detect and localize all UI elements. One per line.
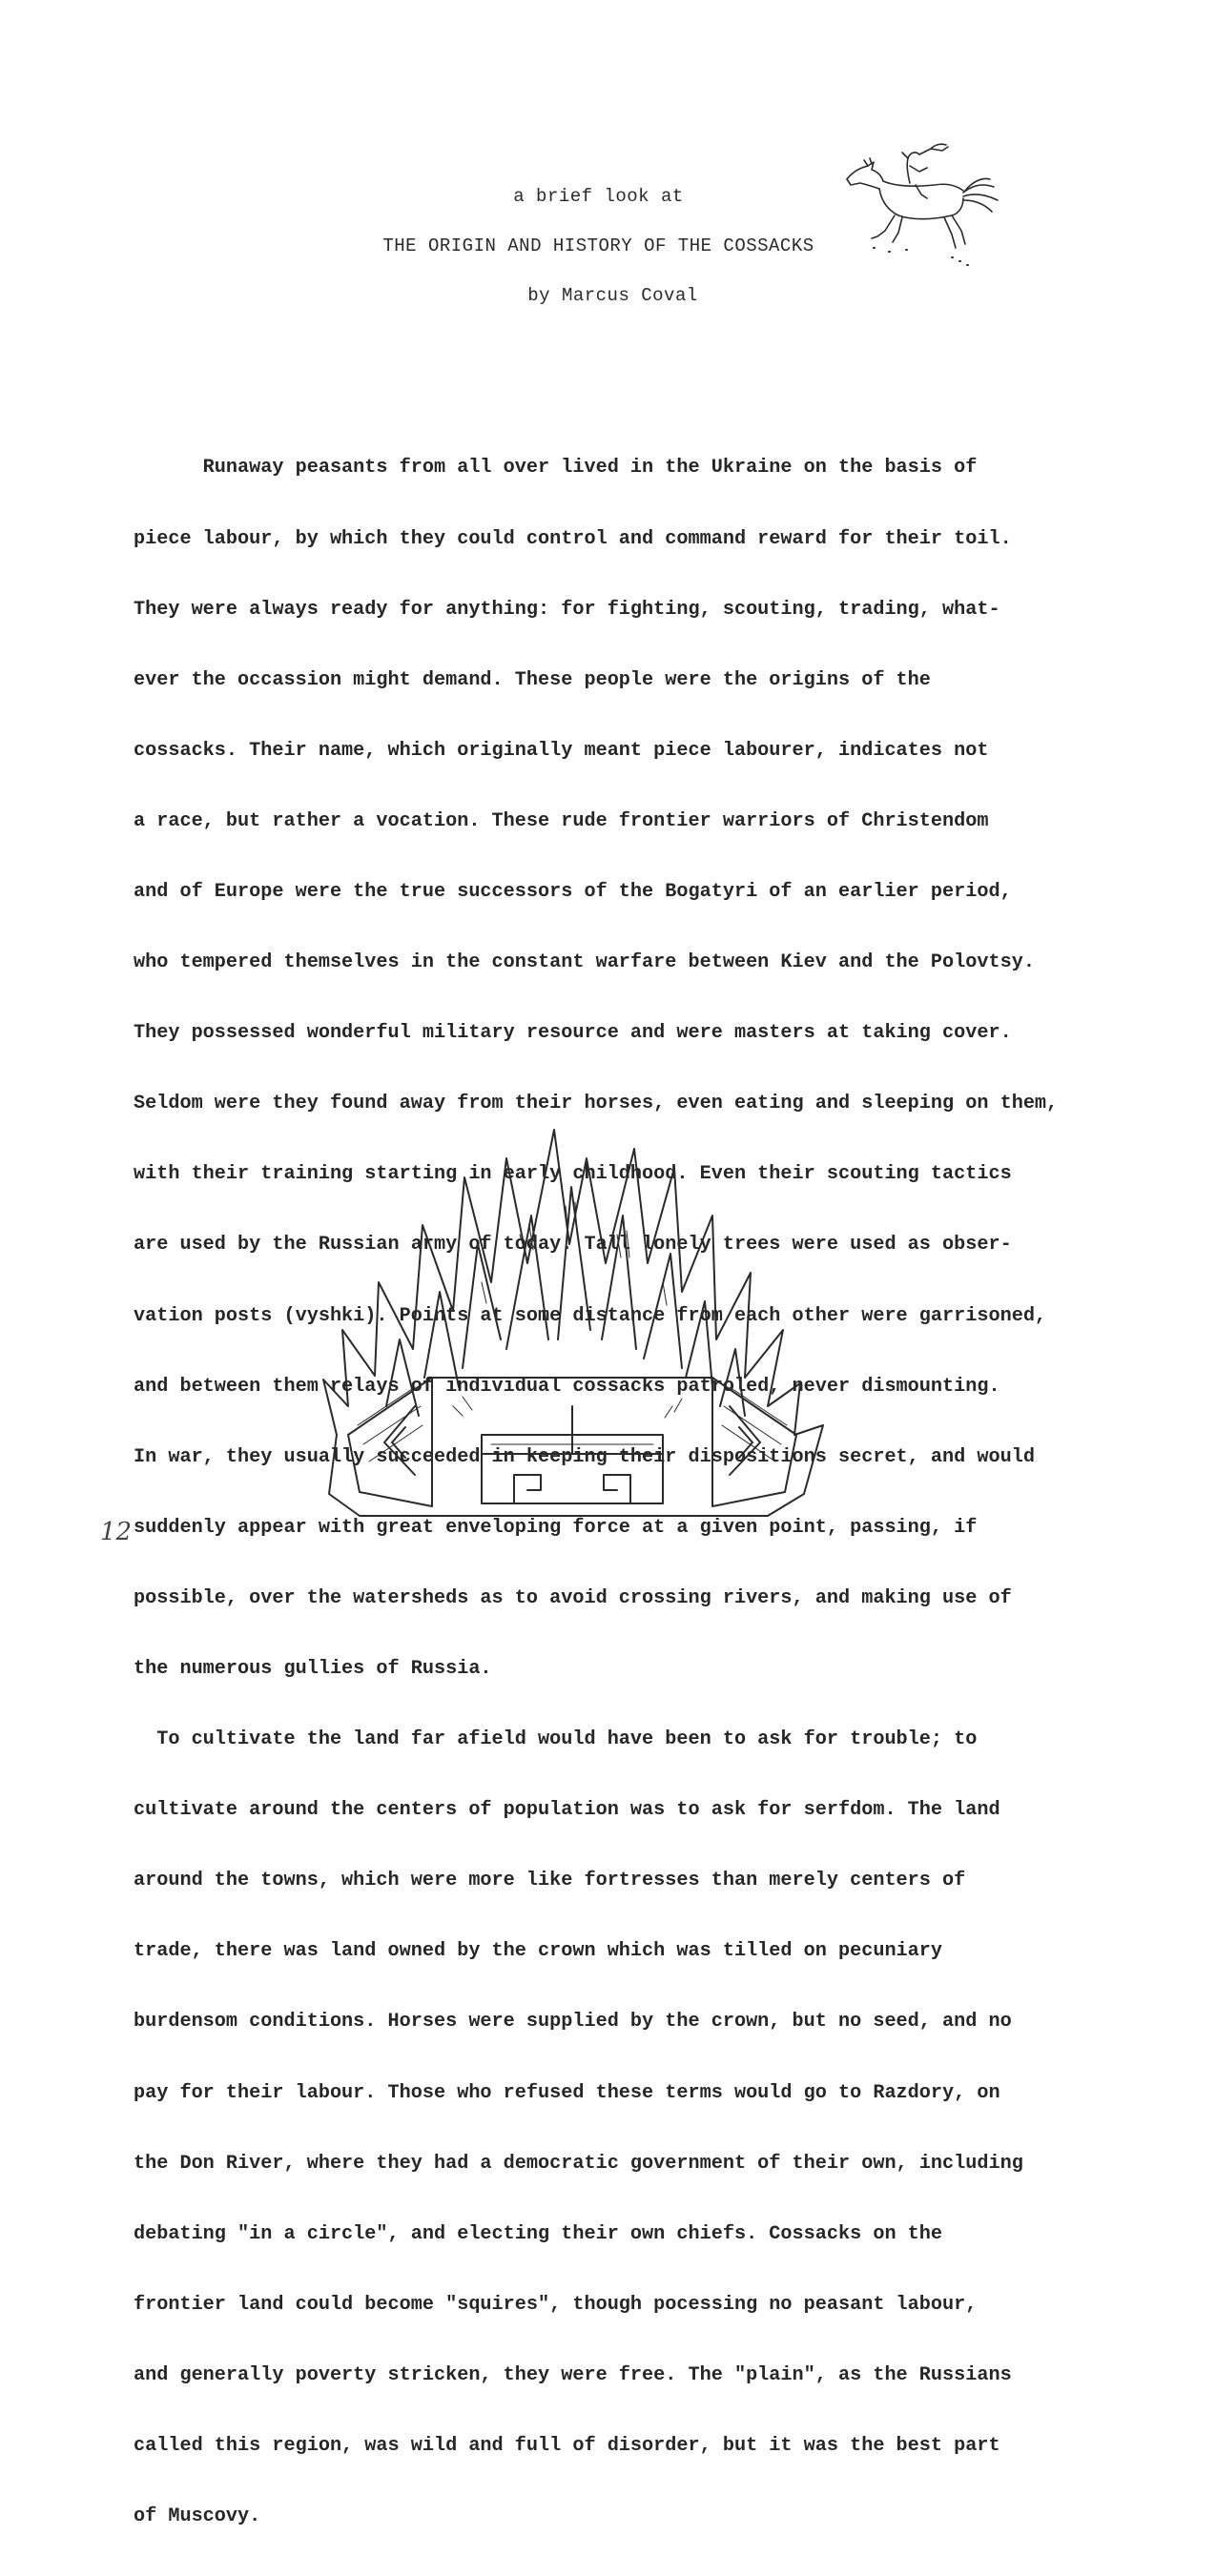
body-line: with their training starting in early childhood. Even their scouting tactics xyxy=(134,1163,1012,1186)
body-line: debating "in a circle", and electing their own chiefs. Cossacks on the xyxy=(134,2222,943,2245)
body-line: pay for their labour. Those who refused these terms would go to Razdory, on xyxy=(134,2081,1000,2104)
body-line: who tempered themselves in the constant warfare between Kiev and the Polovtsy. xyxy=(134,951,1035,974)
body-line: Seldom were they found away from their horses, even eating and sleeping on them, xyxy=(134,1093,1059,1115)
body-line: and of Europe were the true successors of the Bogatyri of an earlier period, xyxy=(134,880,1012,903)
body-line: of Muscovy. xyxy=(134,2505,261,2528)
body-line: frontier land could become "squires", though pocessing no peasant labour, xyxy=(134,2293,978,2316)
body-line: and between them relays of individual cossacks patroled, never dismounting. xyxy=(134,1375,1000,1398)
body-line: ever the occassion might demand. These people were the origins of the xyxy=(134,668,931,691)
body-line: cossacks. Their name, which originally meant piece labourer, indicates not xyxy=(134,739,989,762)
body-line: burdensom conditions. Horses were supplied by the crown, but no seed, and no xyxy=(134,2011,1012,2034)
body-line: a race, but rather a vocation. These rude frontier warriors of Christendom xyxy=(134,809,989,832)
body-line: piece labour, by which they could control and command reward for their toil. xyxy=(134,527,1012,550)
article-header xyxy=(0,186,1216,306)
body-line: In war, they usually succeeded in keeping their dispositions secret, and would xyxy=(134,1445,1035,1468)
article-title: THE ORIGIN AND HISTORY OF THE COSSACKS xyxy=(382,235,814,256)
body-line: vation posts (vyshki). Points at some distance from each other were garrisoned, xyxy=(134,1304,1047,1327)
body-line: cultivate around the centers of population was to ask for serfdom. The land xyxy=(134,1799,1000,1822)
body-line: the Don River, where they had a democratic government of their own, including xyxy=(134,2152,1023,2175)
horse-and-rider-icon xyxy=(839,143,1020,276)
article-pretitle: a brief look at xyxy=(513,186,684,207)
body-line: called this region, was wild and full of disorder, but it was the best part xyxy=(134,2435,1000,2458)
body-line: possible, over the watersheds as to avoid crossing rivers, and making use of xyxy=(134,1586,1012,1609)
crown-emblem-icon xyxy=(319,1120,825,1544)
body-line: the numerous gullies of Russia. xyxy=(134,1658,492,1680)
page-number: 12 xyxy=(100,1518,133,1546)
body-line: Runaway peasants from all over lived in the Ukraine on the basis of xyxy=(134,457,978,480)
body-line: suddenly appear with great enveloping force at a given point, passing, if xyxy=(134,1516,978,1539)
body-line: around the towns, which were more like fortresses than merely centers of xyxy=(134,1870,966,1892)
body-line: and generally poverty stricken, they were free. The "plain", as the Russians xyxy=(134,2363,1012,2386)
body-line: trade, there was land owned by the crown which was tilled on pecuniary xyxy=(134,1940,943,1963)
body-line: They possessed wonderful military resource and were masters at taking cover. xyxy=(134,1022,1012,1045)
body-line: They were always ready for anything: for fighting, scouting, trading, what- xyxy=(134,598,1000,621)
article-byline: by Marcus Coval xyxy=(527,285,698,306)
body-line: To cultivate the land far afield would have been to ask for trouble; to xyxy=(134,1728,978,1751)
body-line: are used by the Russian army of today. Tall lonely trees were used as obser- xyxy=(134,1234,1012,1257)
